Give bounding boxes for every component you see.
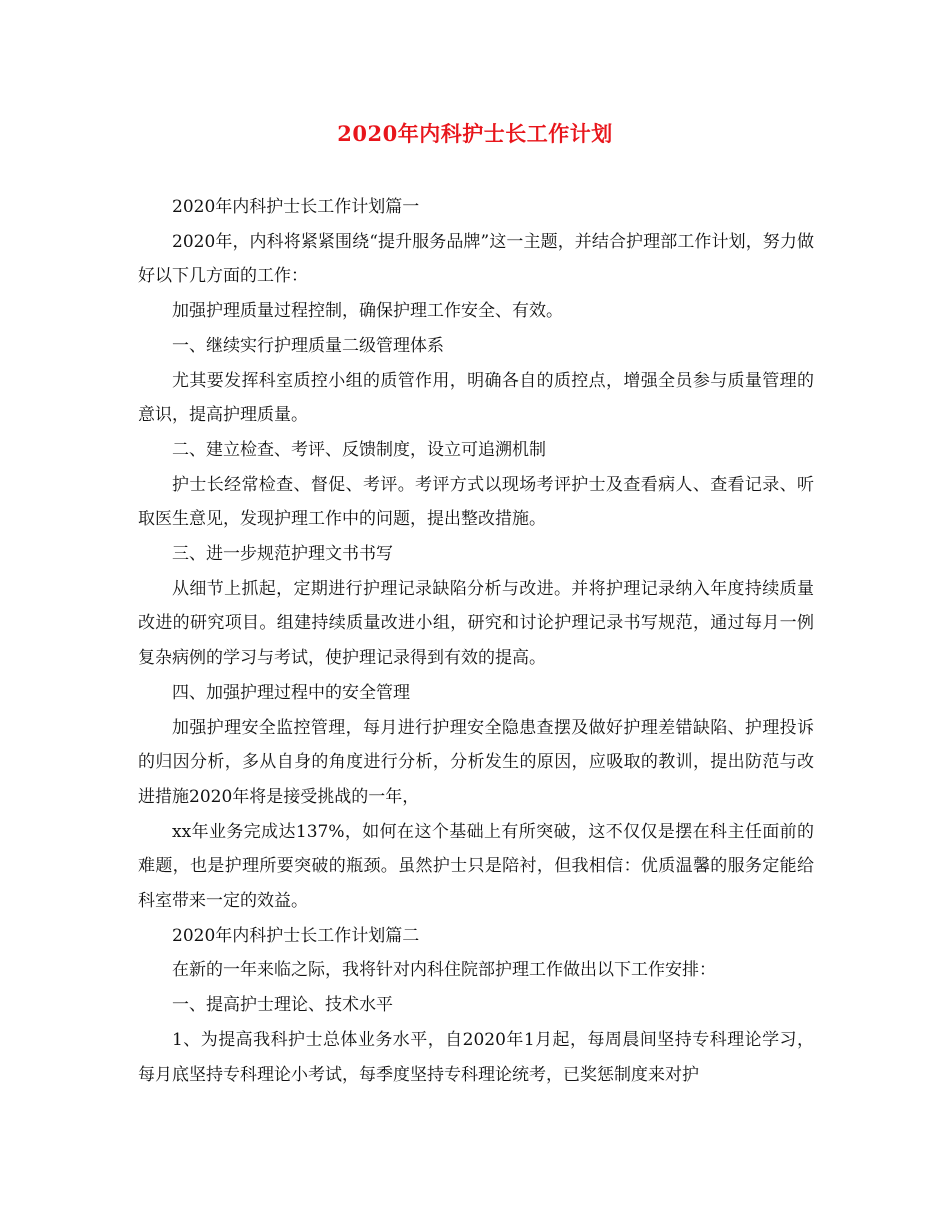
section-heading: 三、进一步规范护理文书书写 xyxy=(172,544,393,565)
paragraph: 加强护理安全监控管理，每月进行护理安全隐患查摆及做好护理差错缺陷、护理投诉的归因分析，多从自身的角度进行分析，分析发生的原因，应吸取的教训，提出防范与改进措施2020年将是接受挑战的一年， xyxy=(138,717,814,807)
paragraph: 护士长经常检查、督促、考评。考评方式以现场考评护士及查看病人、查看记录、听取医生意见，发现护理工作中的问题，提出整改措施。 xyxy=(138,474,814,530)
paragraph-heading-part-one: 2020年内科护士长工作计划篇一 xyxy=(172,197,420,217)
paragraph: 从细节上抓起，定期进行护理记录缺陷分析与改进。并将护理记录纳入年度持续质量改进的研究项目。组建持续质量改进小组，研究和讨论护理记录书写规范，通过每月一例复杂病例的学习与考试，使护理记录得到有效的提高。 xyxy=(138,578,814,669)
section-heading: 二、建立检查、考评、反馈制度，设立可追溯机制 xyxy=(172,439,546,460)
document-title: 2020年内科护士长工作计划 xyxy=(337,121,613,146)
paragraph-heading-part-two: 2020年内科护士长工作计划篇二 xyxy=(172,925,420,946)
document-body xyxy=(138,190,814,1092)
paragraph: 在新的一年来临之际，我将针对内科住院部护理工作做出以下工作安排： xyxy=(172,960,716,981)
paragraph: xx年业务完成达137%，如何在这个基础上有所突破，这不仅仅是摆在科主任面前的难题，也是护理所要突破的瓶颈。虽然护士只是陪衬，但我相信：优质温馨的服务定能给科室带来一定的效益。 xyxy=(138,821,814,912)
paragraph: 尤其要发挥科室质控小组的质管作用，明确各自的质控点，增强全员参与质量管理的意识，提高护理质量。 xyxy=(138,370,814,426)
section-heading: 四、加强护理过程中的安全管理 xyxy=(172,682,410,703)
paragraph: 加强护理质量过程控制，确保护理工作安全、有效。 xyxy=(172,301,563,322)
paragraph: 2020年，内科将紧紧围绕“提升服务品牌”这一主题，并结合护理部工作计划，努力做好以下几方面的工作： xyxy=(138,231,814,287)
paragraph: 1、为提高我科护士总体业务水平，自2020年1月起，每周晨间坚持专科理论学习，每月底坚持专科理论小考试，每季度坚持专科理论统考，已奖惩制度来对护 xyxy=(138,1029,814,1085)
section-heading: 一、提高护士理论、技术水平 xyxy=(172,995,393,1016)
section-heading: 一、继续实行护理质量二级管理体系 xyxy=(172,335,444,356)
